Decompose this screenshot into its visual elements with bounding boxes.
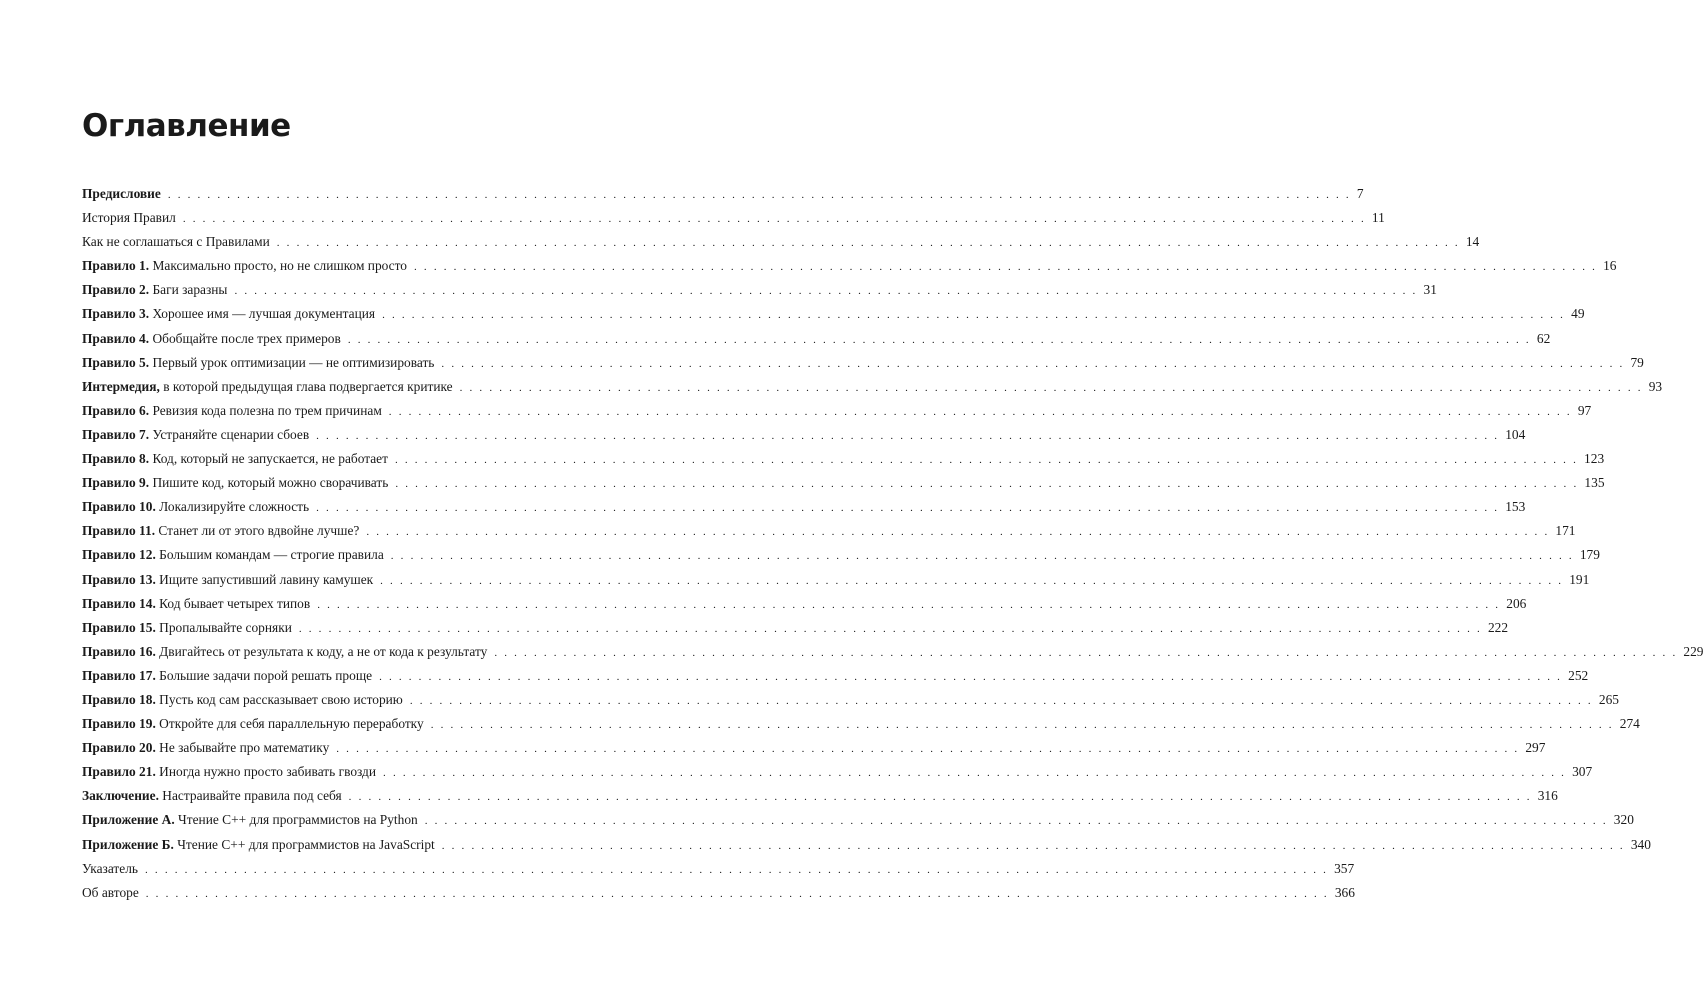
toc-entry-title (82, 644, 487, 660)
toc-page-number: 62 (1536, 330, 1551, 346)
toc-entry-text: в которой предыдущая глава подвергается критике (163, 378, 453, 394)
toc-page-number: 14 (1465, 234, 1480, 250)
toc-leader-dots: . . . . . . . . . . . . . . . . . . . . . . . . . . . . . . . . . . . . . . . . . . . . . . . . . . . . . . . . . . . . . . . . . . . . . . . . . . . . . . . . . . . . . . . . . . . . . . . . . . . . . . . . . . . . . . . . . . . . . . . . (366, 526, 1550, 539)
toc-entry (82, 523, 1576, 547)
toc-entry-label: Правило 16. (82, 643, 156, 659)
toc-page-number: 11 (1371, 210, 1385, 226)
toc-entry (82, 475, 1605, 499)
table-of-contents (82, 186, 1704, 909)
toc-entry-title (82, 355, 434, 371)
toc-entry-title (82, 788, 342, 804)
toc-entry-label: Правило 19. (82, 716, 156, 732)
toc-entry-title (82, 740, 329, 756)
toc-entry-label: Правило 5. (82, 354, 150, 370)
toc-leader-dots: . . . . . . . . . . . . . . . . . . . . . . . . . . . . . . . . . . . . . . . . . . . . . . . . . . . . . . . . . . . . . . . . . . . . . . . . . . . . . . . . . . . . . . . . . . . . . . . . . . . . . . . . . . . . . . . . . . . . . . . . (441, 839, 1625, 852)
toc-entry-label: Правило 6. (82, 402, 150, 418)
toc-entry-label: Правило 17. (82, 667, 156, 683)
page-title: Оглавление (82, 108, 291, 144)
toc-entry-text: Пропалывайте сорняки (159, 619, 292, 635)
toc-entry-label: Правило 1. (82, 258, 150, 274)
toc-entry-label: Предисловие (82, 186, 161, 201)
toc-entry-title (82, 692, 403, 708)
toc-leader-dots: . . . . . . . . . . . . . . . . . . . . . . . . . . . . . . . . . . . . . . . . . . . . . . . . . . . . . . . . . . . . . . . . . . . . . . . . . . . . . . . . . . . . . . . . . . . . . . . . . . . . . . . . . . . . . . . . . . . . . . . . (234, 285, 1418, 298)
toc-entry-text: Большим командам — строгие правила (159, 547, 384, 563)
toc-leader-dots: . . . . . . . . . . . . . . . . . . . . . . . . . . . . . . . . . . . . . . . . . . . . . . . . . . . . . . . . . . . . . . . . . . . . . . . . . . . . . . . . . . . . . . . . . . . . . . . . . . . . . . . . . . . . . . . . . . . . . . . . (347, 333, 1531, 346)
toc-entry-title (82, 427, 309, 443)
toc-page-number: 229 (1683, 643, 1704, 659)
toc-leader-dots: . . . . . . . . . . . . . . . . . . . . . . . . . . . . . . . . . . . . . . . . . . . . . . . . . . . . . . . . . . . . . . . . . . . . . . . . . . . . . . . . . . . . . . . . . . . . . . . . . . . . . . . . . . . . . . . . . . . . . . . . (145, 863, 1329, 876)
toc-entry-text: Максимально просто, но не слишком просто (152, 258, 408, 274)
toc-entry (82, 402, 1592, 427)
toc-entry (82, 306, 1585, 330)
toc-page-number: 366 (1334, 884, 1355, 900)
toc-entry-text: Баги заразны (152, 282, 228, 298)
toc-entry (82, 595, 1527, 620)
toc-entry (82, 186, 1364, 210)
toc-entry-text: Большие задачи порой решать проще (159, 667, 373, 683)
toc-page-number: 79 (1630, 354, 1644, 370)
toc-leader-dots: . . . . . . . . . . . . . . . . . . . . . . . . . . . . . . . . . . . . . . . . . . . . . . . . . . . . . . . . . . . . . . . . . . . . . . . . . . . . . . . . . . . . . . . . . . . . . . . . . . . . . . . . . . . . . . . . . . . . . . . . (382, 309, 1566, 322)
toc-page-number: 135 (1584, 475, 1605, 491)
toc-entry-text: Пишите код, который можно сворачивать (152, 475, 389, 491)
toc-entry-title (82, 306, 375, 322)
toc-leader-dots: . . . . . . . . . . . . . . . . . . . . . . . . . . . . . . . . . . . . . . . . . . . . . . . . . . . . . . . . . . . . . . . . . . . . . . . . . . . . . . . . . . . . . . . . . . . . . . . . . . . . . . . . . . . . . . . . . . . . . . . . (441, 357, 1625, 370)
toc-entry-text: Чтение C++ для программистов на Python (178, 812, 418, 828)
toc-leader-dots: . . . . . . . . . . . . . . . . . . . . . . . . . . . . . . . . . . . . . . . . . . . . . . . . . . . . . . . . . . . . . . . . . . . . . . . . . . . . . . . . . . . . . . . . . . . . . . . . . . . . . . . . . . . . . . . . . . . . . . . . (145, 887, 1329, 900)
toc-leader-dots: . . . . . . . . . . . . . . . . . . . . . . . . . . . . . . . . . . . . . . . . . . . . . . . . . . . . . . . . . . . . . . . . . . . . . . . . . . . . . . . . . . . . . . . . . . . . . . . . . . . . . . . . . . . . . . . . . . . . . . . . (336, 743, 1520, 756)
toc-entry (82, 812, 1634, 836)
toc-leader-dots: . . . . . . . . . . . . . . . . . . . . . . . . . . . . . . . . . . . . . . . . . . . . . . . . . . . . . . . . . . . . . . . . . . . . . . . . . . . . . . . . . . . . . . . . . . . . . . . . . . . . . . . . . . . . . . . . . . . . . . . . (390, 550, 1574, 563)
toc-entry (82, 716, 1640, 740)
toc-leader-dots: . . . . . . . . . . . . . . . . . . . . . . . . . . . . . . . . . . . . . . . . . . . . . . . . . . . . . . . . . . . . . . . . . . . . . . . . . . . . . . . . . . . . . . . . . . . . . . . . . . . . . . . . . . . . . . . . . . . . . . . . (379, 670, 1563, 683)
toc-entry (82, 740, 1546, 764)
toc-entry-text: Ищите запустивший лавину камушек (159, 571, 374, 587)
toc-entry (82, 884, 1355, 909)
toc-entry (82, 210, 1385, 234)
toc-page-number: 179 (1579, 547, 1600, 563)
toc-entry-text: Пусть код сам рассказывает свою историю (159, 691, 403, 707)
toc-leader-dots: . . . . . . . . . . . . . . . . . . . . . . . . . . . . . . . . . . . . . . . . . . . . . . . . . . . . . . . . . . . . . . . . . . . . . . . . . . . . . . . . . . . . . . . . . . . . . . . . . . . . . . . . . . . . . . . . . . . . . . . . (388, 405, 1572, 418)
toc-entry-text: Станет ли от этого вдвойне лучше? (158, 523, 360, 539)
toc-entry-title (82, 812, 418, 828)
toc-entry-title (82, 668, 372, 684)
toc-entry-label: Правило 20. (82, 740, 156, 756)
toc-entry-title (82, 861, 138, 877)
toc-page-number: 340 (1630, 836, 1651, 852)
toc-entry-label: Заключение. (82, 788, 159, 804)
toc-page-number: 104 (1505, 426, 1526, 442)
toc-entry (82, 860, 1355, 885)
toc-entry-text: Чтение C++ для программистов на JavaScript (177, 836, 435, 852)
toc-entry-text: История Правил (82, 210, 176, 226)
toc-entry-title (82, 764, 376, 780)
toc-entry-text: Двигайтесь от результата к коду, а не от кода к результату (159, 643, 488, 659)
toc-page-number: 31 (1423, 282, 1437, 298)
toc-leader-dots: . . . . . . . . . . . . . . . . . . . . . . . . . . . . . . . . . . . . . . . . . . . . . . . . . . . . . . . . . . . . . . . . . . . . . . . . . . . . . . . . . . . . . . . . . . . . . . . . . . . . . . . . . . . . . . . . . . . . . . . . (316, 429, 1500, 442)
toc-page-number: 222 (1487, 619, 1509, 635)
toc-entry-label: Правило 3. (82, 306, 150, 322)
toc-entry (82, 451, 1605, 475)
toc-entry (82, 619, 1509, 644)
toc-entry (82, 499, 1526, 523)
toc-page-number: 320 (1613, 812, 1634, 828)
toc-entry-title (82, 596, 310, 612)
toc-entry-text: Ревизия кода полезна по трем причинам (152, 402, 382, 418)
toc-entry-text: Как не соглашаться с Правилами (82, 234, 270, 250)
toc-entry-label: Правило 15. (82, 619, 156, 635)
toc-entry-label: Правило 9. (82, 475, 150, 491)
toc-entry-label: Правило 21. (82, 764, 156, 780)
toc-entry (82, 643, 1704, 668)
toc-entry-title (82, 523, 359, 539)
toc-leader-dots: . . . . . . . . . . . . . . . . . . . . . . . . . . . . . . . . . . . . . . . . . . . . . . . . . . . . . . . . . . . . . . . . . . . . . . . . . . . . . . . . . . . . . . . . . . . . . . . . . . . . . . . . . . . . . . . . . . . . . . . . (424, 815, 1608, 828)
toc-page-number: 93 (1648, 378, 1663, 394)
toc-entry-text: Иногда нужно просто забивать гвозди (159, 764, 377, 780)
toc-page-number: 7 (1356, 186, 1364, 201)
toc-entry (82, 571, 1590, 596)
toc-page-number: 97 (1577, 402, 1592, 418)
toc-entry (82, 764, 1593, 788)
toc-entry-label: Правило 14. (82, 595, 156, 611)
toc-entry-title (82, 885, 139, 901)
toc-entry (82, 234, 1480, 258)
toc-entry-title (82, 379, 453, 395)
toc-entry-text: Указатель (82, 860, 139, 876)
toc-entry-text: Первый урок оптимизации — не оптимизировать (152, 354, 435, 370)
toc-entry-title (82, 716, 424, 732)
toc-entry (82, 667, 1589, 692)
toc-entry-title (82, 403, 382, 419)
toc-entry-label: Правило 7. (82, 426, 150, 442)
toc-entry-title (82, 499, 309, 515)
toc-entry (82, 258, 1617, 282)
toc-leader-dots: . . . . . . . . . . . . . . . . . . . . . . . . . . . . . . . . . . . . . . . . . . . . . . . . . . . . . . . . . . . . . . . . . . . . . . . . . . . . . . . . . . . . . . . . . . . . . . . . . . . . . . . . . . . . . . . . . . . . . . . . (414, 261, 1598, 274)
toc-entry-label: Интермедия, (82, 378, 160, 394)
toc-leader-dots: . . . . . . . . . . . . . . . . . . . . . . . . . . . . . . . . . . . . . . . . . . . . . . . . . . . . . . . . . . . . . . . . . . . . . . . . . . . . . . . . . . . . . . . . . . . . . . . . . . . . . . . . . . . . . . . . . . . . . . . . (317, 598, 1501, 611)
toc-page-number: 297 (1525, 740, 1546, 756)
toc-leader-dots: . . . . . . . . . . . . . . . . . . . . . . . . . . . . . . . . . . . . . . . . . . . . . . . . . . . . . . . . . . . . . . . . . . . . . . . . . . . . . . . . . . . . . . . . . . . . . . . . . . . . . . . . . . . . . . . . . . . . . . . . (459, 381, 1643, 394)
toc-leader-dots: . . . . . . . . . . . . . . . . . . . . . . . . . . . . . . . . . . . . . . . . . . . . . . . . . . . . . . . . . . . . . . . . . . . . . . . . . . . . . . . . . . . . . . . . . . . . . . . . . . . . . . . . . . . . . . . . . . . . . . . . (383, 767, 1567, 780)
toc-entry-label: Правило 8. (82, 451, 150, 467)
toc-entry (82, 836, 1651, 861)
toc-entry-title (82, 572, 373, 588)
toc-page-number: 265 (1598, 691, 1619, 707)
toc-page-number: 206 (1506, 595, 1527, 611)
toc-entry-title (82, 451, 388, 467)
toc-entry-label: Правило 18. (82, 691, 156, 707)
toc-leader-dots: . . . . . . . . . . . . . . . . . . . . . . . . . . . . . . . . . . . . . . . . . . . . . . . . . . . . . . . . . . . . . . . . . . . . . . . . . . . . . . . . . . . . . . . . . . . . . . . . . . . . . . . . . . . . . . . . . . . . . . . . (394, 454, 1579, 467)
toc-leader-dots: . . . . . . . . . . . . . . . . . . . . . . . . . . . . . . . . . . . . . . . . . . . . . . . . . . . . . . . . . . . . . . . . . . . . . . . . . . . . . . . . . . . . . . . . . . . . . . . . . . . . . . . . . . . . . . . . . . . . . . . . (316, 502, 1500, 515)
toc-entry-text: Хорошее имя — лучшая документация (152, 306, 376, 322)
toc-entry-text: Обобщайте после трех примеров (152, 330, 341, 346)
toc-page-number: 274 (1619, 716, 1640, 732)
toc-leader-dots: . . . . . . . . . . . . . . . . . . . . . . . . . . . . . . . . . . . . . . . . . . . . . . . . . . . . . . . . . . . . . . . . . . . . . . . . . . . . . . . . . . . . . . . . . . . . . . . . . . . . . . . . . . . . . . . . . . . . . . . . (430, 719, 1614, 732)
toc-entry-title (82, 475, 388, 491)
toc-entry-title (82, 234, 270, 250)
toc-entry-label: Правило 4. (82, 330, 150, 346)
toc-entry-label: Правило 2. (82, 282, 150, 298)
toc-entry-text: Настраивайте правила под себя (162, 788, 342, 804)
toc-entry-text: Код, который не запускается, не работает (152, 451, 388, 467)
toc-entry-text: Об авторе (82, 884, 139, 900)
toc-page-number: 357 (1334, 860, 1355, 876)
toc-page-number: 123 (1584, 451, 1605, 467)
toc-entry-title (82, 620, 292, 636)
toc-entry (82, 691, 1619, 716)
toc-leader-dots: . . . . . . . . . . . . . . . . . . . . . . . . . . . . . . . . . . . . . . . . . . . . . . . . . . . . . . . . . . . . . . . . . . . . . . . . . . . . . . . . . . . . . . . . . . . . . . . . . . . . . . . . . . . . . . . . . . . . . . . . (395, 478, 1579, 491)
toc-entry-title (82, 258, 407, 274)
toc-leader-dots: . . . . . . . . . . . . . . . . . . . . . . . . . . . . . . . . . . . . . . . . . . . . . . . . . . . . . . . . . . . . . . . . . . . . . . . . . . . . . . . . . . . . . . . . . . . . . . . . . . . . . . . . . . . . . . . . . . . . . . . . (276, 237, 1460, 250)
toc-page-number: 16 (1603, 258, 1617, 274)
toc-entry-title (82, 282, 227, 298)
toc-entry-text: Локализируйте сложность (159, 499, 310, 515)
toc-page-number: 307 (1572, 764, 1593, 780)
toc-entry-text: Откройте для себя параллельную переработку (159, 716, 424, 732)
toc-leader-dots: . . . . . . . . . . . . . . . . . . . . . . . . . . . . . . . . . . . . . . . . . . . . . . . . . . . . . . . . . . . . . . . . . . . . . . . . . . . . . . . . . . . . . . . . . . . . . . . . . . . . . . . . . . . . . . . . . . . . . . . . (348, 791, 1532, 804)
toc-entry-label: Приложение Б. (82, 836, 174, 852)
toc-page-number: 49 (1571, 306, 1585, 322)
toc-entry-label: Правило 10. (82, 499, 156, 515)
toc-leader-dots: . . . . . . . . . . . . . . . . . . . . . . . . . . . . . . . . . . . . . . . . . . . . . . . . . . . . . . . . . . . . . . . . . . . . . . . . . . . . . . . . . . . . . . . . . . . . . . . . . . . . . . . . . . . . . . . . . . . . . . . . (380, 574, 1564, 587)
toc-page-number: 252 (1568, 667, 1589, 683)
toc-leader-dots: . . . . . . . . . . . . . . . . . . . . . . . . . . . . . . . . . . . . . . . . . . . . . . . . . . . . . . . . . . . . . . . . . . . . . . . . . . . . . . . . . . . . . . . . . . . . . . . . . . . . . . . . . . . . . . . . . . . . . . . . (494, 646, 1678, 659)
toc-leader-dots: . . . . . . . . . . . . . . . . . . . . . . . . . . . . . . . . . . . . . . . . . . . . . . . . . . . . . . . . . . . . . . . . . . . . . . . . . . . . . . . . . . . . . . . . . . . . . . . . . . . . . . . . . . . . . . . . . . . . . . . . (409, 694, 1593, 707)
toc-entry-label: Правило 13. (82, 571, 156, 587)
toc-entry (82, 378, 1663, 403)
toc-entry (82, 547, 1600, 571)
toc-page-number: 191 (1569, 571, 1590, 587)
toc-entry-title (82, 210, 176, 226)
toc-leader-dots: . . . . . . . . . . . . . . . . . . . . . . . . . . . . . . . . . . . . . . . . . . . . . . . . . . . . . . . . . . . . . . . . . . . . . . . . . . . . . . . . . . . . . . . . . . . . . . . . . . . . . . . . . . . . . . . . . . . . . . . . (182, 213, 1366, 226)
toc-entry-title (82, 837, 435, 853)
toc-page-number: 171 (1555, 523, 1576, 539)
toc-entry-label: Правило 11. (82, 523, 156, 539)
toc-entry (82, 282, 1437, 306)
toc-page-number: 153 (1505, 499, 1526, 515)
toc-entry-title (82, 331, 341, 347)
toc-entry-text: Код бывает четырех типов (159, 595, 311, 611)
toc-entry-text: Устраняйте сценарии сбоев (152, 426, 310, 442)
toc-entry-title (82, 547, 384, 563)
toc-entry (82, 426, 1526, 451)
toc-entry-text: Не забывайте про математику (159, 740, 330, 756)
toc-entry-label: Приложение А. (82, 812, 175, 828)
toc-entry-title (82, 186, 161, 202)
toc-leader-dots: . . . . . . . . . . . . . . . . . . . . . . . . . . . . . . . . . . . . . . . . . . . . . . . . . . . . . . . . . . . . . . . . . . . . . . . . . . . . . . . . . . . . . . . . . . . . . . . . . . . . . . . . . . . . . . . . . . . . . . . . (167, 189, 1351, 201)
toc-entry-label: Правило 12. (82, 547, 156, 563)
toc-page-number: 316 (1537, 788, 1558, 804)
toc-entry (82, 354, 1644, 379)
toc-leader-dots: . . . . . . . . . . . . . . . . . . . . . . . . . . . . . . . . . . . . . . . . . . . . . . . . . . . . . . . . . . . . . . . . . . . . . . . . . . . . . . . . . . . . . . . . . . . . . . . . . . . . . . . . . . . . . . . . . . . . . . . . (298, 622, 1482, 635)
toc-entry (82, 330, 1551, 355)
toc-entry (82, 788, 1558, 812)
